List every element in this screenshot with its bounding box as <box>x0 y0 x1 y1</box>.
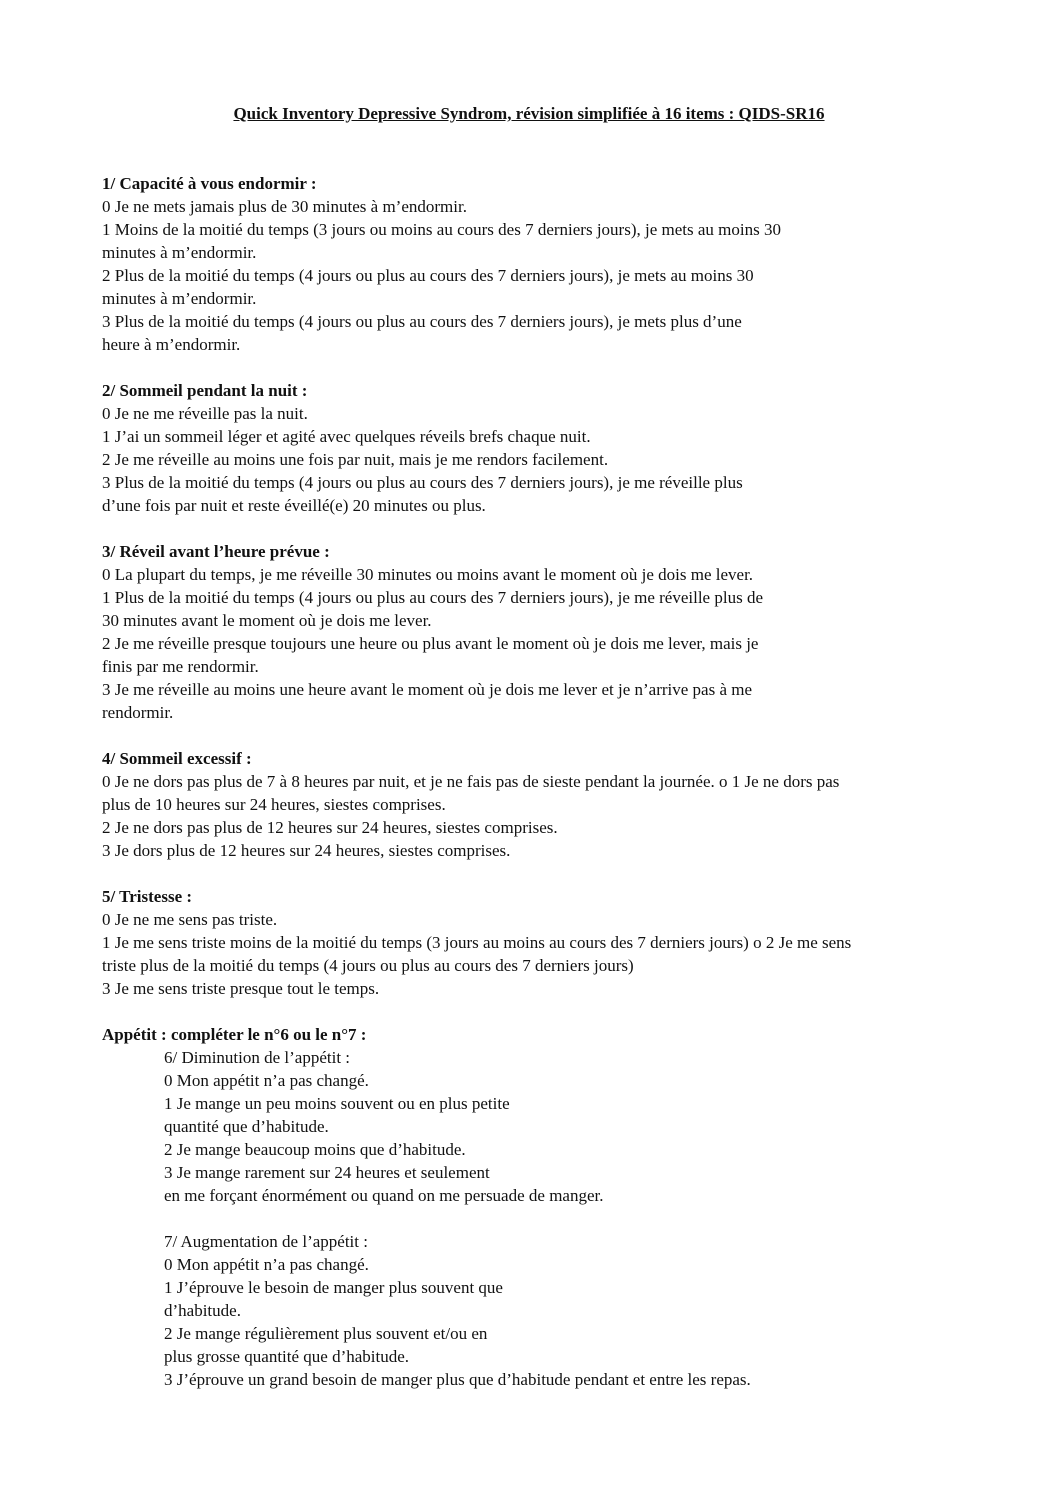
section-line: 2 Je me réveille au moins une fois par nuit, mais je me rendors facilement. <box>102 450 609 469</box>
section-line: 0 Je ne me sens pas triste. <box>102 910 278 929</box>
section-heading: 3/ Réveil avant l’heure prévue : <box>102 542 330 561</box>
document-body <box>102 172 962 1414</box>
section-line: 2 Je ne dors pas plus de 12 heures sur 24 heures, siestes comprises. <box>102 818 558 837</box>
section-line: 30 minutes avant le moment où je dois me lever. <box>102 611 432 630</box>
section-line: 3 Je me sens triste presque tout le temps. <box>102 979 380 998</box>
section-line: 1 Je me sens triste moins de la moitié du temps (3 jours au moins au cours des 7 derniers jours) o 2 Je me sens <box>102 933 852 952</box>
subsection-7 <box>102 1230 962 1391</box>
section-3 <box>102 540 962 724</box>
subsection-line: 3 Je mange rarement sur 24 heures et seulement <box>164 1163 490 1182</box>
subsection-line: 3 J’éprouve un grand besoin de manger plus que d’habitude pendant et entre les repas. <box>164 1370 751 1389</box>
document-title: Quick Inventory Depressive Syndrom, révision simplifiée à 16 items : QIDS-SR16 <box>233 104 825 123</box>
section-line: 3 Plus de la moitié du temps (4 jours ou plus au cours des 7 derniers jours), je mets plus d’une <box>102 312 742 331</box>
section-line: 3 Je me réveille au moins une heure avant le moment où je dois me lever et je n’arrive pas à me <box>102 680 753 699</box>
section-line: heure à m’endormir. <box>102 335 241 354</box>
section-line: 0 Je ne mets jamais plus de 30 minutes à m’endormir. <box>102 197 467 216</box>
section-line: 2 Je me réveille presque toujours une heure ou plus avant le moment où je dois me lever, mais je <box>102 634 759 653</box>
section-line: d’une fois par nuit et reste éveillé(e) 20 minutes ou plus. <box>102 496 486 515</box>
section-heading: 5/ Tristesse : <box>102 887 193 906</box>
section-line: finis par me rendormir. <box>102 657 259 676</box>
subsection-line: 0 Mon appétit n’a pas changé. <box>164 1071 369 1090</box>
subsection-6 <box>102 1046 962 1207</box>
section-line: triste plus de la moitié du temps (4 jours ou plus au cours des 7 derniers jours) <box>102 956 634 975</box>
section-line: 2 Plus de la moitié du temps (4 jours ou plus au cours des 7 derniers jours), je mets au moins 30 <box>102 266 754 285</box>
section-line: minutes à m’endormir. <box>102 289 257 308</box>
section-2 <box>102 379 962 517</box>
subsection-line: 1 Je mange un peu moins souvent ou en plus petite <box>164 1094 510 1113</box>
subsection-line: d’habitude. <box>164 1301 241 1320</box>
section-line: 3 Plus de la moitié du temps (4 jours ou plus au cours des 7 derniers jours), je me réveille plus <box>102 473 743 492</box>
section-line: 0 Je ne dors pas plus de 7 à 8 heures par nuit, et je ne fais pas de sieste pendant la journée. o 1 Je ne dors pas <box>102 772 840 791</box>
section-heading: 2/ Sommeil pendant la nuit : <box>102 381 308 400</box>
section-line: minutes à m’endormir. <box>102 243 257 262</box>
subsection-line: quantité que d’habitude. <box>164 1117 329 1136</box>
subsection-title: 6/ Diminution de l’appétit : <box>164 1048 351 1067</box>
subsection-line: 2 Je mange régulièrement plus souvent et/ou en <box>164 1324 488 1343</box>
section-line: 1 Plus de la moitié du temps (4 jours ou plus au cours des 7 derniers jours), je me réveille plus de <box>102 588 763 607</box>
section-appetite <box>102 1023 962 1391</box>
subsection-line: en me forçant énormément ou quand on me persuade de manger. <box>164 1186 604 1205</box>
subsection-line: plus grosse quantité que d’habitude. <box>164 1347 410 1366</box>
section-line: 1 Moins de la moitié du temps (3 jours ou moins au cours des 7 derniers jours), je mets au moins 30 <box>102 220 781 239</box>
section-line: plus de 10 heures sur 24 heures, siestes comprises. <box>102 795 446 814</box>
section-1 <box>102 172 962 356</box>
section-line: rendormir. <box>102 703 174 722</box>
section-heading: 1/ Capacité à vous endormir : <box>102 174 317 193</box>
subsection-line: 2 Je mange beaucoup moins que d’habitude. <box>164 1140 466 1159</box>
appetite-heading: Appétit : compléter le n°6 ou le n°7 : <box>102 1025 367 1044</box>
subsection-line: 0 Mon appétit n’a pas changé. <box>164 1255 369 1274</box>
subsection-title: 7/ Augmentation de l’appétit : <box>164 1232 368 1251</box>
section-line: 1 J’ai un sommeil léger et agité avec quelques réveils brefs chaque nuit. <box>102 427 591 446</box>
section-4 <box>102 747 962 862</box>
section-5 <box>102 885 962 1000</box>
section-line: 0 La plupart du temps, je me réveille 30 minutes ou moins avant le moment où je dois me lever. <box>102 565 754 584</box>
section-line: 3 Je dors plus de 12 heures sur 24 heures, siestes comprises. <box>102 841 511 860</box>
subsection-line: 1 J’éprouve le besoin de manger plus souvent que <box>164 1278 503 1297</box>
section-heading: 4/ Sommeil excessif : <box>102 749 252 768</box>
section-line: 0 Je ne me réveille pas la nuit. <box>102 404 308 423</box>
